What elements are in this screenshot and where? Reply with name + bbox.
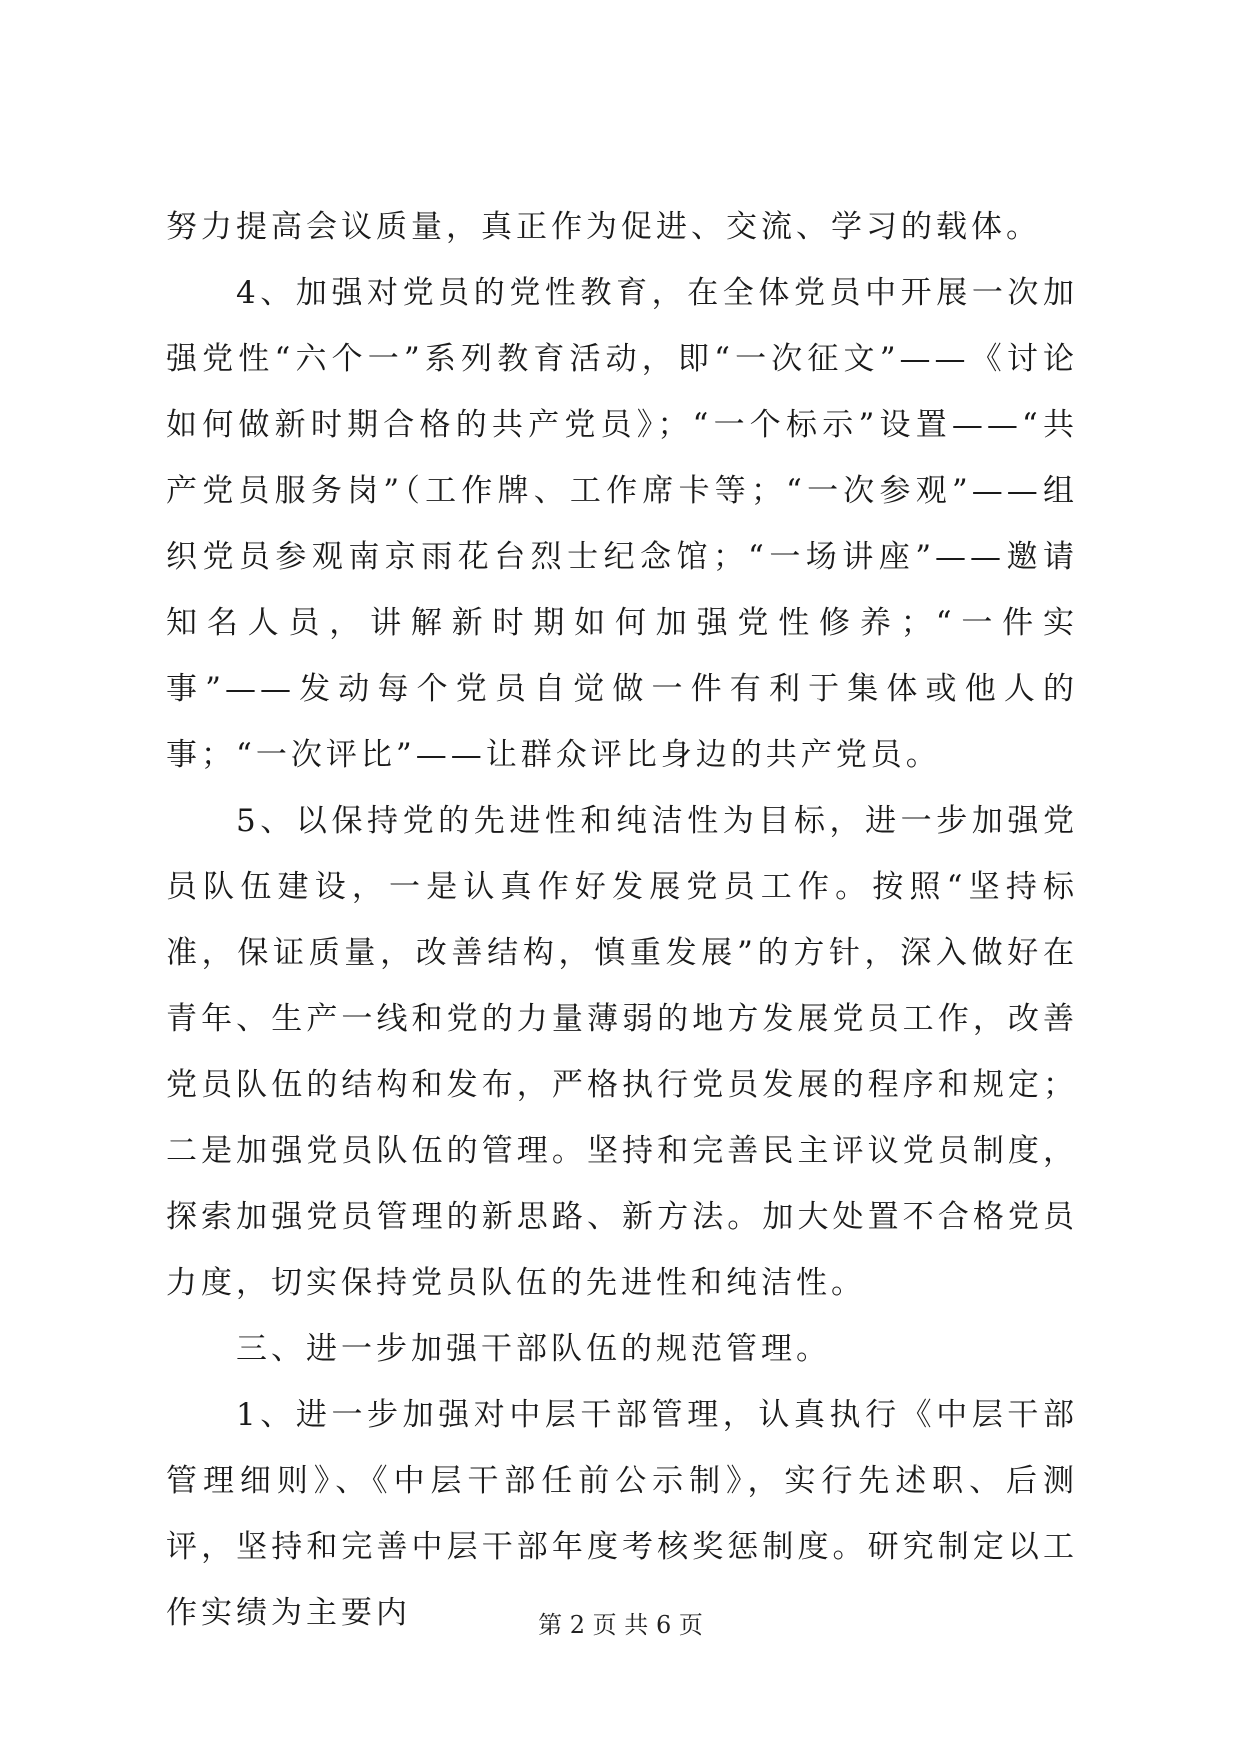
paragraph-continuation: 努力提高会议质量，真正作为促进、交流、学习的载体。 bbox=[166, 209, 1041, 245]
paragraph-item-5: 5、以保持党的先进性和纯洁性为目标，进一步加强党员队伍建设，一是认真作好发展党员工作。按照“坚持标准，保证质量，改善结构，慎重发展”的方针，深入做好在青年、生产一线和党的力量薄弱的地方发展党员工作，改善党员队伍的结构和发布，严格执行党员发展的程序和规定；二是加强党员队伍的管理。坚持和完善民主评议党员制度，探索加强党员管理的新思路、新方法。加大处置不合格党员力度，切实保持党员队伍的先进性和纯洁性。 bbox=[166, 803, 1078, 1301]
document-body bbox=[166, 194, 1078, 1646]
section-heading-3: 三、进一步加强干部队伍的规范管理。 bbox=[236, 1331, 831, 1367]
paragraph-item-4: 4、加强对党员的党性教育，在全体党员中开展一次加强党性“六个一”系列教育活动，即“一次征文”——《讨论如何做新时期合格的共产党员》；“一个标示”设置——“共产党员服务岗”（工作牌、工作席卡等；“一次参观”——组织党员参观南京雨花台烈士纪念馆；“一场讲座”——邀请知名人员，讲解新时期如何加强党性修养；“一件实事”——发动每个党员自觉做一件有利于集体或他人的事；“一次评比”——让群众评比身边的共产党员。 bbox=[166, 275, 1078, 773]
page-number-footer: 第 2 页 共 6 页 bbox=[538, 1611, 703, 1639]
paragraph-item-1: 1、进一步加强对中层干部管理，认真执行《中层干部管理细则》、《中层干部任前公示制》，实行先述职、后测评，坚持和完善中层干部年度考核奖惩制度。研究制定以工作实绩为主要内 bbox=[166, 1397, 1078, 1631]
